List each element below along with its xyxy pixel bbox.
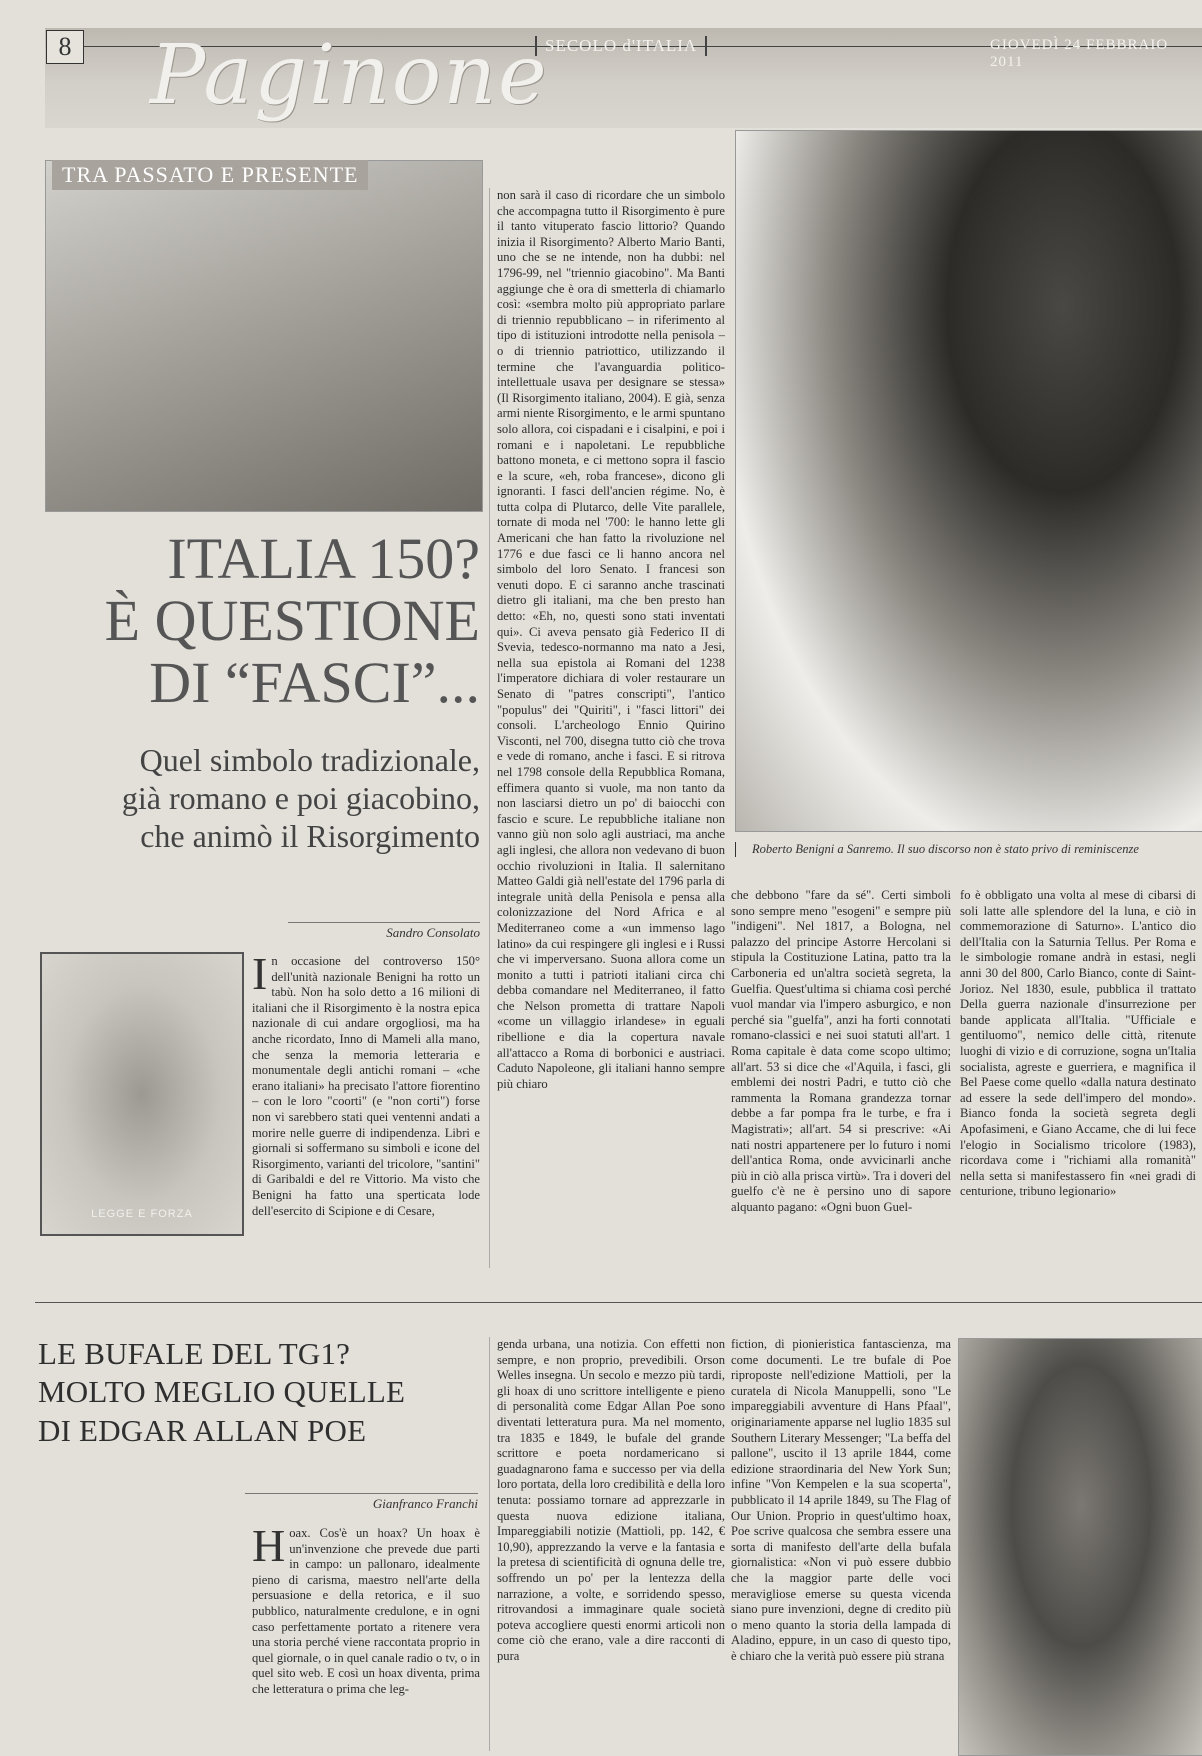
- hero-photo: [45, 160, 483, 512]
- headline-line: DI EDGAR ALLAN POE: [38, 1412, 367, 1448]
- article1-column-3: che debbono "fare da sé". Certi simboli sono sempre meno "esogeni" e sempre più "indigeni". Nel 1817, a Bologna, nel palazzo del principe Astorre Hercolani si stipula la Costituzione Latina, patto tra la Carboneria ed un'altra società segreta, la Guelfia. Quest'ultima si chiama così perché vuol mandar via l'impero asburgico, e non perché sia "guelfa", anzi ha forti connotati romano-classici e nei suoi statuti all'art. 1 Roma capitale è data come scopo ultimo; all'art. 53 si dice che «l'Aquila, i fasci, gli emblemi dei nostri Padri, e tutto ciò che rammenta la Romana grandezza tornar debbe a far pompa fra le turbe, e fra i Magistrati»; all'art. 54 si prescrive: «Ai nati nostri appartenere per lo futuro i nomi dell'antica Roma, onde avvicinarli anche più in ciò alla prisca virtù». Tra i doveri del guelfo c'è ne è persino uno di sapore alquanto pagano: «Ogni buon Guel-: [731, 888, 951, 1214]
- masthead: Paginone: [150, 28, 549, 123]
- headline-line: ITALIA 150?: [167, 526, 480, 591]
- section-kicker: TRA PASSATO E PRESENTE: [52, 160, 368, 190]
- photo-caption: Roberto Benigni a Sanremo. Il suo discorso non è stato privo di reminiscenze: [735, 842, 1202, 857]
- article1-column-4: fo è obbligato una volta al mese di cibarsi di soli latte alle splendore del la luna, e ciò in commemorazione di Saturno». L'antico dio dell'Italia con la Saturnia Tellus. Per Roma e le simbologie romane andrà in estasi, negli anni 30 del 800, Carlo Bianco, conte di Saint-Jorioz. Nel 1830, esule, pubblica il trattato Della guerra nazionale d'insurrezione per bande applicata all'Italia. "Ufficiale e gentiluomo", nemico delle città, ritenute luoghi di vizio e di corruzione, sogna un'Italia socialista, agreste e guerriera, e magnifica il Bel Paese come quello «dalla natura destinato ad essere la sede dell'impero del mondo». Bianco fonda la società segreta degli Apofasimeni, e Giano Accame, che di lui fece l'elogio in Socialismo tricolore (1983), ricordava come i "richiami alla romanità" nella setta si manifestassero fin «nei gradi di centurione, tribuno legionario»: [960, 888, 1196, 1199]
- subhead-line: già romano e poi giacobino,: [121, 779, 480, 816]
- article1-byline: Sandro Consolato: [288, 922, 480, 941]
- headline-line: È QUESTIONE: [104, 588, 480, 654]
- article1-headline: [45, 528, 480, 714]
- edgar-allan-poe-portrait: [958, 1338, 1202, 1756]
- dateline: GIOVEDÌ 24 FEBBRAIO 2011: [990, 37, 1169, 70]
- column-rule: [489, 1337, 490, 1751]
- article2-headline: [38, 1335, 478, 1450]
- headline-line: LE BUFALE DEL TG1?: [38, 1336, 351, 1371]
- article1-subhead: [45, 742, 480, 855]
- page-number: 8: [46, 30, 84, 64]
- section-divider: [35, 1302, 1202, 1303]
- headline-line: DI “FASCI”...: [149, 650, 480, 716]
- column-rule: [489, 188, 490, 1268]
- emblem-label: LEGGE E FORZA: [91, 1208, 193, 1220]
- fasces-emblem-image: [40, 952, 244, 1236]
- article2-column-2: genda urbana, una notizia. Con effetti non sempre, e non proprio, prevedibili. Orson Welles insegna. Un secolo e mezzo più tardi, gli hoax di uno scrittore intelligente e pieno di personalità come Edgar Allan Poe sono diventati letteratura pura. Ma nel momento, tra 1835 e 1849, le bufale del grande scrittore e poeta nordamericano si guadagnarono fama e successo per via della loro portata, della loro credibilità e della loro tenuta: possiamo tornare ad apprezzarle in questa nuova edizione italiana, Impareggiabili notizie (Mattioli, pp. 142, € 10,90), apprezzando la verve e la fantasia e la pretesa di scientificità di ognuna delle tre, soffrendo un po' per la lentezza della narrazione, a volte, e sorridendo spesso, ritrovandosi a immaginare quale società poteva accogliere questi enormi articoli non come ciò che erano, vale a dire racconti di pura: [497, 1337, 725, 1663]
- article1-column-2: non sarà il caso di ricordare che un simbolo che accompagna tutto il Risorgimento è pure il tanto vituperato fascio littorio? Quando inizia il Risorgimento? Alberto Mario Banti, uno che se ne intende, non ha dubbi: nel 1796-99, nel "triennio giacobino". Ma Banti aggiunge che è ora di smetterla di chiamarlo così: «sembra molto più appropriato parlare di triennio repubblicano – in riferimento al tipo di istituzioni introdotte nella penisola – o di triennio patriottico, utilizzando il termine che l'avanguardia politico-intellettuale usava per designare se stessa» (Il Risorgimento italiano, 2004). E già, senza armi niente Risorgimento, e le armi spuntano solo allora, coi cispadani e i cisalpini, e poi i romani e i napoletani. Le repubbliche battono moneta, e ci mettono sopra il fascio e la scure, «eh, roba francese», dicono gli ignoranti. I fasci dell'ancien régime. No, è tutta colpa di Plutarco, delle Vite parallele, tornate di moda nel '700: le hanno lette gli Americani che han fatto la rivoluzione nel 1776 e due fasci ce li hanno ancora nel simbolo del loro Senato. I francesi son venuti dopo. E ci saranno anche trascinati dietro gli italiani, ma che ben presto han detto: «Eh, no, questi sono stati inventati qui». Ci aveva pensato già Federico II di Svevia, tedesco-normanno ma nato a Jesi, nella sua epistola ai Romani del 1238 l'imperatore dichiara di voler restaurare un Senato di "patres conscripti", l'antico "populus" dei "Quiriti", i "fasci littori" dei consoli. L'archeologo Ennio Quirino Visconti, nel 700, disegna tutto ciò che trova e vede di romano, anche i fasci. E si ritrova nel 1798 console della Repubblica Romana, effimera quanto si vuole, ma non tanto da non lasciarsi dietro un po' di baiocchi con fascio e scure. Le repubbliche italiane non vanno giù non solo agli austriaci, ma anche agli inglesi, che allora non vedevano di buon occhio rivoluzioni in Italia. Il salernitano Matteo Galdi già nell'estate del 1796 parla di integrale unità della Penisola e pensa alla colonizzazione del Nord Africa e al Mediterraneo come a «un immenso lago latino» da cui respingere gli inglesi e i Russi che vi imperversano. Suona allora come un monito a tutti i patrioti italiani circa chi debba comandare nel Mediterraneo, il fatto che Nelson prometta di trattare Napoli «come un villaggio irlandese» in eguali ribellione e dia la copertura navale all'attacco a Roma di borbonici e austriaci. Caduto Napoleone, gli italiani hanno sempre più chiaro: [497, 188, 725, 1091]
- headline-line: MOLTO MEGLIO QUELLE: [38, 1374, 406, 1410]
- article2-column-3: fiction, di pionieristica fantascienza, ma come documenti. Le tre bufale di Poe riproposte nell'edizione Mattioli, per la curatela di Nicola Manuppelli, sono "Le impareggiabili avventure di Hans Pfaal", originariamente apparse nel luglio 1835 sul Southern Literary Messenger; "La beffa del pallone", uscito il 13 aprile 1844, come edizione straordinaria del New York Sun; infine "Von Kempelen e la sua scoperta", pubblicato il 14 aprile 1849, su The Flag of Our Union. Proprio in quest'ultimo hoax, Poe scrive qualcosa che sembra essere una sorta di manifesto dell'arte della bufala giornalistica: «Non vi può essere dubbio che la maggior parte delle voci meravigliose emerse su questa vicenda siano pure invenzioni, degne di credito più o meno quanto la storia della lampada di Aladino, eppure, in un caso di questo tipo, è chiaro che la verità può essere più strana: [731, 1337, 951, 1663]
- subhead-line: che animò il Risorgimento: [140, 817, 480, 854]
- article1-column-1: In occasione del controverso 150° dell'unità nazionale Benigni ha rotto un tabù. Non ha solo detto a 16 milioni di italiani che il Risorgimento è la nostra epica nazionale di cui andare orgogliosi, ma ha anche ricordato, Inno di Mameli alla mano, che senza la memoria letteraria e monumentale degli antichi romani – «che erano italiani» ha precisato l'attore fiorentino – con le loro "coorti" (e "non corti") forse non vi sarebbero stati quei ventenni andati a morire nelle guerre di indipendenza. Libri e giornali si soffermano su simboli e icone del Risorgimento, varianti del tricolore, "santini" di Garibaldi e del re Vittorio. Ma visto che Benigni ha fatto una sperticata lode dell'esercito di Scipione e di Cesare,: [252, 954, 480, 1218]
- benigni-photo: [735, 130, 1202, 832]
- publication-name: SECOLO d'ITALIA: [535, 36, 707, 56]
- subhead-line: Quel simbolo tradizionale,: [139, 742, 480, 778]
- article2-byline: Gianfranco Franchi: [245, 1493, 478, 1512]
- article2-column-1: Hoax. Cos'è un hoax? Un hoax è un'invenzione che prevede due parti in campo: un pallonaro, idealmente pieno di carisma, maestro nell'arte della persuasione e della retorica, e il suo pubblico, naturalmente credulone, e in ogni caso perfettamente portato a ritenere vera una storia perché viene raccontata proprio in quel giornale, o in quel canale radio o tv, o in quel sito web. E così un hoax diventa, prima che letteratura o prima che leg-: [252, 1526, 480, 1696]
